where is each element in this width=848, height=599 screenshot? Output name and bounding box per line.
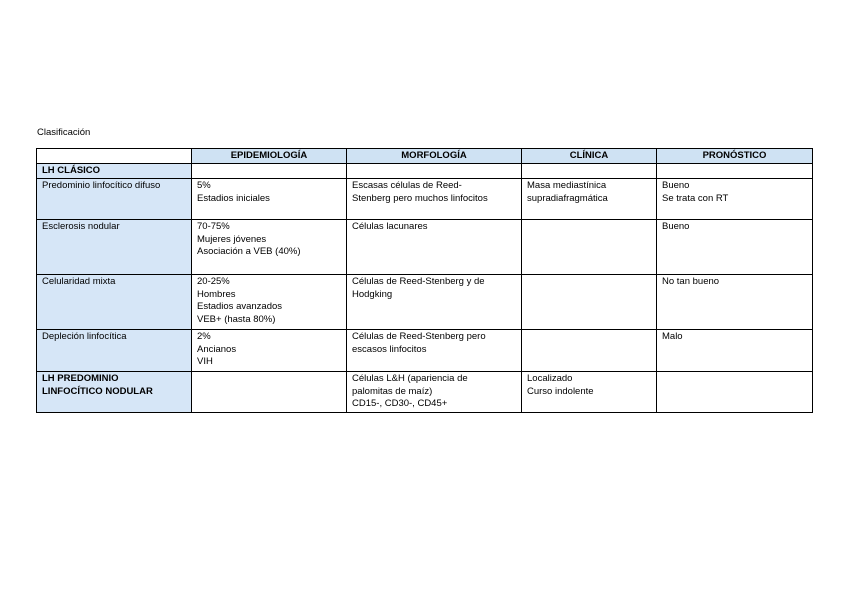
morfologia-cell (347, 275, 522, 330)
clinica-cell (522, 372, 657, 413)
clinica-cell (522, 179, 657, 220)
cell-line: Predominio linfocítico difuso (42, 180, 161, 191)
cell-line: LINFOCÍTICO NODULAR (42, 385, 153, 397)
morfologia-cell (347, 372, 522, 413)
morfologia-cell (347, 179, 522, 220)
epidemiologia-cell (192, 372, 347, 413)
row-label (37, 220, 192, 275)
cell-line: LH PREDOMINIO (42, 373, 119, 384)
row-label (37, 275, 192, 330)
cell-line: Escasas células de Reed- (352, 180, 462, 191)
cell-line: Masa mediastínica (527, 180, 607, 191)
caption: Clasificación (37, 127, 91, 138)
cell-line: No tan bueno (662, 276, 720, 287)
cell-line: Localizado (527, 373, 573, 384)
pronostico-cell (657, 179, 813, 220)
cell-line: Bueno (662, 180, 690, 191)
cell-line: escasos linfocitos (352, 343, 427, 355)
cell-line: palomitas de maíz) (352, 385, 433, 397)
cell-line: supradiafragmática (527, 192, 608, 204)
cell-line: Malo (662, 331, 683, 342)
clinica-cell (522, 220, 657, 275)
cell-line: Depleción linfocítica (42, 331, 127, 342)
empty-cell (347, 164, 522, 179)
clinica-cell (522, 330, 657, 372)
table-row (37, 220, 813, 275)
cell-line: Células lacunares (352, 221, 428, 232)
empty-cell (522, 164, 657, 179)
cell-line: Celularidad mixta (42, 276, 116, 287)
header-epidemiologia: EPIDEMIOLOGÍA (192, 149, 347, 164)
pronostico-cell (657, 275, 813, 330)
table-row (37, 330, 813, 372)
header-pronostico: PRONÓSTICO (657, 149, 813, 164)
table-row (37, 275, 813, 330)
table-row (37, 372, 813, 413)
empty-cell (192, 164, 347, 179)
cell-line: Ancianos (197, 343, 237, 355)
pronostico-cell (657, 220, 813, 275)
cell-line: Esclerosis nodular (42, 221, 120, 232)
epidemiologia-cell (192, 275, 347, 330)
section-row-lh-clasico (37, 164, 813, 179)
header-row (37, 149, 813, 164)
pronostico-cell (657, 330, 813, 372)
cell-line: Células de Reed-Stenberg pero (352, 331, 486, 342)
pronostico-cell (657, 372, 813, 413)
cell-line: Se trata con RT (662, 192, 729, 204)
cell-line: Estadios iniciales (197, 192, 270, 204)
cell-line: Células L&H (apariencia de (352, 373, 468, 384)
cell-line: VEB+ (hasta 80%) (197, 313, 276, 325)
cell-line: Hodgking (352, 288, 393, 300)
cell-line: Stenberg pero muchos linfocitos (352, 192, 488, 204)
header-blank (37, 149, 192, 164)
cell-line: Estadios avanzados (197, 301, 283, 312)
cell-line: 2% (197, 331, 211, 342)
cell-line: 20-25% (197, 276, 230, 287)
row-label (37, 330, 192, 372)
cell-line: Células de Reed-Stenberg y de (352, 276, 485, 287)
epidemiologia-cell (192, 179, 347, 220)
table-row (37, 179, 813, 220)
cell-line: Bueno (662, 221, 690, 232)
header-clinica: CLÍNICA (522, 149, 657, 164)
row-label (37, 179, 192, 220)
section-label: LH CLÁSICO (37, 164, 192, 179)
morfologia-cell (347, 220, 522, 275)
cell-line: 5% (197, 180, 211, 191)
cell-line: Hombres (197, 288, 236, 300)
clinica-cell (522, 275, 657, 330)
cell-line: 70-75% (197, 221, 230, 232)
cell-line: Asociación a VEB (40%) (197, 246, 301, 257)
classification-table (36, 148, 813, 413)
header-morfologia: MORFOLOGÍA (347, 149, 522, 164)
cell-line: Curso indolente (527, 385, 594, 397)
empty-cell (657, 164, 813, 179)
epidemiologia-cell (192, 220, 347, 275)
cell-line: VIH (197, 356, 213, 367)
cell-line: CD15-, CD30-, CD45+ (352, 398, 448, 409)
epidemiologia-cell (192, 330, 347, 372)
row-label (37, 372, 192, 413)
morfologia-cell (347, 330, 522, 372)
cell-line: Mujeres jóvenes (197, 233, 267, 245)
